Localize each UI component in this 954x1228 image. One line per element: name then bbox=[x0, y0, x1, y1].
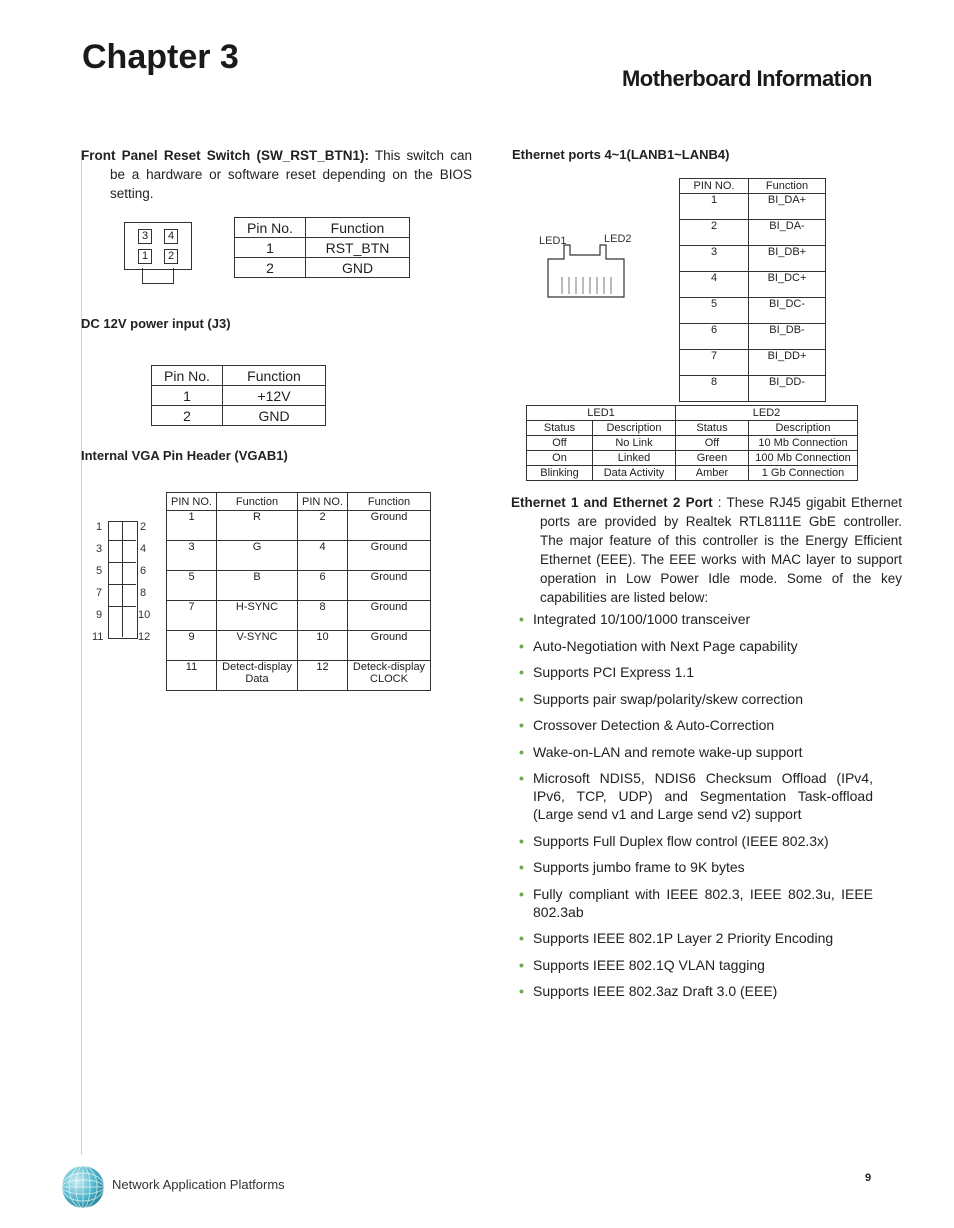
table-row bbox=[167, 661, 431, 691]
dc-power-table bbox=[151, 365, 326, 426]
table-cell: H-SYNC bbox=[217, 601, 298, 631]
ethernet-port-text: : These RJ45 gigabit Ethernet ports are provided by Realtek RTL8111E GbE controller. The major feature of this controller is the Energy Efficient Ethernet (EEE). The EEE works with MAC layer to support operation in Low Power Idle mode. Some of the key capabilities are listed below: bbox=[540, 495, 902, 605]
group-cell: LED1 bbox=[527, 406, 676, 421]
list-item: • Integrated 10/100/1000 transceiver bbox=[519, 611, 751, 627]
vga-pin-label: 3 bbox=[96, 543, 103, 555]
table-cell: 100 Mb Connection bbox=[749, 451, 858, 466]
header-cell: Function bbox=[348, 493, 431, 511]
reset-pin-1: 1 bbox=[138, 249, 152, 264]
table-cell: 4 bbox=[680, 272, 749, 298]
table-cell: 2 bbox=[298, 511, 348, 541]
table-cell: Blinking bbox=[527, 466, 593, 481]
table-row bbox=[527, 451, 858, 466]
table-cell: R bbox=[217, 511, 298, 541]
vga-header-diagram bbox=[92, 519, 154, 643]
bullet-icon: • bbox=[519, 885, 524, 902]
header-cell: Pin No. bbox=[152, 366, 223, 386]
table-cell: 1 bbox=[680, 194, 749, 220]
table-cell: 4 bbox=[298, 541, 348, 571]
vga-pin-label: 2 bbox=[140, 521, 147, 533]
table-row bbox=[235, 238, 410, 258]
table-cell: BI_DD+ bbox=[749, 350, 826, 376]
table-cell: 6 bbox=[298, 571, 348, 601]
header-cell: Function bbox=[223, 366, 326, 386]
list-item: • Wake-on-LAN and remote wake-up support bbox=[519, 743, 803, 760]
table-cell: 2 bbox=[235, 258, 306, 278]
table-cell: GND bbox=[223, 406, 326, 426]
reset-pin-2: 2 bbox=[164, 249, 178, 264]
reset-switch-paragraph bbox=[81, 146, 472, 203]
reset-switch-header-diagram bbox=[124, 222, 192, 270]
list-item: • Supports pair swap/polarity/skew correction bbox=[519, 690, 804, 707]
reset-switch-text: This switch can be a hardware or software reset depending on the BIOS setting. bbox=[110, 148, 472, 201]
table-row bbox=[680, 350, 826, 376]
table-cell: 3 bbox=[680, 246, 749, 272]
table-row bbox=[152, 386, 326, 406]
list-item: • Microsoft NDIS5, NDIS6 Checksum Offload (IPv4, IPv6, TCP, UDP) and Segmentation Task-offload (Large send v1 and Large send v2) support bbox=[519, 770, 873, 822]
header-cell: Description bbox=[593, 421, 676, 436]
table-group-row bbox=[527, 406, 858, 421]
table-row bbox=[167, 541, 431, 571]
table-header-row bbox=[152, 366, 326, 386]
vga-pin-label: 1 bbox=[96, 521, 103, 533]
table-cell: Ground bbox=[348, 511, 431, 541]
table-cell: BI_DA- bbox=[749, 220, 826, 246]
vga-pin-label: 6 bbox=[140, 565, 147, 577]
ethernet-pin-table bbox=[679, 178, 826, 402]
table-row bbox=[680, 376, 826, 402]
table-cell: 1 bbox=[235, 238, 306, 258]
left-margin-rule bbox=[81, 150, 82, 1155]
capabilities-list bbox=[511, 610, 873, 1009]
table-cell: Detect-display Data bbox=[217, 661, 298, 691]
table-cell: BI_DB+ bbox=[749, 246, 826, 272]
table-cell: 7 bbox=[167, 601, 217, 631]
header-cell: Function bbox=[217, 493, 298, 511]
rj45-led2-label: LED2 bbox=[604, 233, 632, 245]
table-cell: BI_DA+ bbox=[749, 194, 826, 220]
table-cell: 8 bbox=[298, 601, 348, 631]
header-cell: PIN NO. bbox=[298, 493, 348, 511]
reset-switch-key-tab bbox=[142, 268, 174, 284]
header-cell: Description bbox=[749, 421, 858, 436]
table-cell: Ground bbox=[348, 601, 431, 631]
table-cell: Deteck-display CLOCK bbox=[348, 661, 431, 691]
bullet-icon: • bbox=[519, 690, 524, 707]
table-header-row bbox=[167, 493, 431, 511]
vga-pin-label: 5 bbox=[96, 565, 103, 577]
list-item: • Supports PCI Express 1.1 bbox=[519, 664, 695, 680]
vga-pin-label: 9 bbox=[96, 609, 103, 621]
table-cell: B bbox=[217, 571, 298, 601]
table-row bbox=[680, 246, 826, 272]
table-cell: Ground bbox=[348, 631, 431, 661]
table-cell: 7 bbox=[680, 350, 749, 376]
list-item: • Supports IEEE 802.1Q VLAN tagging bbox=[519, 956, 765, 973]
dc-power-heading: DC 12V power input (J3) bbox=[81, 316, 231, 331]
table-cell: BI_DC+ bbox=[749, 272, 826, 298]
table-row bbox=[527, 436, 858, 451]
table-row bbox=[152, 406, 326, 426]
page-number: 9 bbox=[865, 1172, 872, 1184]
reset-pin-4: 4 bbox=[164, 229, 178, 244]
table-header-row bbox=[235, 218, 410, 238]
globe-logo-icon bbox=[60, 1164, 106, 1210]
table-cell: 11 bbox=[167, 661, 217, 691]
vga-pin-label: 11 bbox=[92, 631, 104, 643]
list-item: • Supports IEEE 802.1P Layer 2 Priority Encoding bbox=[519, 930, 834, 946]
list-item: • Supports jumbo frame to 9K bytes bbox=[519, 859, 745, 875]
table-cell: 1 Gb Connection bbox=[749, 466, 858, 481]
vga-heading: Internal VGA Pin Header (VGAB1) bbox=[81, 448, 288, 463]
table-cell: 10 Mb Connection bbox=[749, 436, 858, 451]
table-cell: RST_BTN bbox=[306, 238, 410, 258]
table-cell: 8 bbox=[680, 376, 749, 402]
table-row bbox=[167, 601, 431, 631]
reset-switch-table bbox=[234, 217, 410, 278]
table-cell: G bbox=[217, 541, 298, 571]
bullet-icon: • bbox=[519, 859, 524, 875]
header-cell: Function bbox=[749, 179, 826, 194]
footer-text: Network Application Platforms bbox=[112, 1177, 285, 1192]
ethernet-port-paragraph bbox=[511, 493, 902, 607]
bullet-icon: • bbox=[519, 832, 524, 849]
table-row bbox=[680, 298, 826, 324]
ethernet-led-table bbox=[526, 405, 858, 481]
table-row bbox=[235, 258, 410, 278]
group-cell: LED2 bbox=[676, 406, 858, 421]
table-cell: Off bbox=[527, 436, 593, 451]
list-item: • Supports IEEE 802.3az Draft 3.0 (EEE) bbox=[519, 983, 778, 999]
table-row bbox=[680, 272, 826, 298]
table-row bbox=[527, 466, 858, 481]
header-cell: PIN NO. bbox=[167, 493, 217, 511]
header-cell: Function bbox=[306, 218, 410, 238]
vga-pin-label: 12 bbox=[138, 631, 151, 643]
table-header-row bbox=[527, 421, 858, 436]
rj45-led1-label: LED1 bbox=[539, 235, 567, 247]
table-cell: On bbox=[527, 451, 593, 466]
table-cell: 5 bbox=[167, 571, 217, 601]
table-row bbox=[680, 324, 826, 350]
table-row bbox=[167, 511, 431, 541]
table-cell: BI_DD- bbox=[749, 376, 826, 402]
table-cell: 3 bbox=[167, 541, 217, 571]
table-row bbox=[167, 631, 431, 661]
table-cell: 12 bbox=[298, 661, 348, 691]
table-row bbox=[680, 220, 826, 246]
table-cell: Data Activity bbox=[593, 466, 676, 481]
list-item: • Auto-Negotiation with Next Page capability bbox=[519, 637, 798, 654]
ethernet-heading: Ethernet ports 4~1(LANB1~LANB4) bbox=[512, 147, 730, 162]
bullet-icon: • bbox=[519, 770, 524, 786]
vga-connector-divider bbox=[122, 521, 123, 637]
table-cell: +12V bbox=[223, 386, 326, 406]
vga-connector-body bbox=[108, 521, 138, 639]
reset-switch-lead: Front Panel Reset Switch (SW_RST_BTN1): bbox=[81, 148, 369, 163]
table-cell: BI_DB- bbox=[749, 324, 826, 350]
table-row bbox=[167, 571, 431, 601]
bullet-icon: • bbox=[519, 611, 524, 627]
table-cell: Amber bbox=[676, 466, 749, 481]
table-header-row bbox=[680, 179, 826, 194]
vga-pin-label: 10 bbox=[138, 609, 151, 621]
chapter-title: Chapter 3 bbox=[82, 38, 239, 76]
table-cell: Linked bbox=[593, 451, 676, 466]
table-cell: Ground bbox=[348, 571, 431, 601]
header-cell: Status bbox=[676, 421, 749, 436]
table-cell: BI_DC- bbox=[749, 298, 826, 324]
header-cell: PIN NO. bbox=[680, 179, 749, 194]
table-cell: 2 bbox=[680, 220, 749, 246]
table-cell: Ground bbox=[348, 541, 431, 571]
bullet-icon: • bbox=[519, 717, 524, 733]
table-cell: No Link bbox=[593, 436, 676, 451]
table-cell: 9 bbox=[167, 631, 217, 661]
bullet-icon: • bbox=[519, 930, 524, 946]
bullet-icon: • bbox=[519, 956, 524, 973]
table-cell: 5 bbox=[680, 298, 749, 324]
table-cell: 1 bbox=[167, 511, 217, 541]
bullet-icon: • bbox=[519, 983, 524, 999]
table-cell: 2 bbox=[152, 406, 223, 426]
table-row bbox=[680, 194, 826, 220]
vga-pin-label: 7 bbox=[96, 587, 103, 599]
table-cell: 6 bbox=[680, 324, 749, 350]
list-item: • Crossover Detection & Auto-Correction bbox=[519, 717, 775, 733]
table-cell: V-SYNC bbox=[217, 631, 298, 661]
table-cell: 10 bbox=[298, 631, 348, 661]
table-cell: Off bbox=[676, 436, 749, 451]
vga-pin-label: 4 bbox=[140, 543, 147, 555]
table-cell: Green bbox=[676, 451, 749, 466]
vga-pin-label: 8 bbox=[140, 587, 147, 599]
ethernet-port-lead: Ethernet 1 and Ethernet 2 Port bbox=[511, 495, 713, 510]
reset-pin-3: 3 bbox=[138, 229, 152, 244]
bullet-icon: • bbox=[519, 664, 524, 680]
list-item: • Supports Full Duplex flow control (IEEE 802.3x) bbox=[519, 832, 829, 849]
vga-table bbox=[166, 492, 431, 691]
list-item: • Fully compliant with IEEE 802.3, IEEE 802.3u, IEEE 802.3ab bbox=[519, 885, 873, 920]
table-cell: GND bbox=[306, 258, 410, 278]
table-cell: 1 bbox=[152, 386, 223, 406]
rj45-port-icon bbox=[546, 244, 626, 300]
header-cell: Pin No. bbox=[235, 218, 306, 238]
bullet-icon: • bbox=[519, 743, 524, 760]
section-title: Motherboard Information bbox=[621, 66, 872, 91]
bullet-icon: • bbox=[519, 637, 524, 654]
header-cell: Status bbox=[527, 421, 593, 436]
